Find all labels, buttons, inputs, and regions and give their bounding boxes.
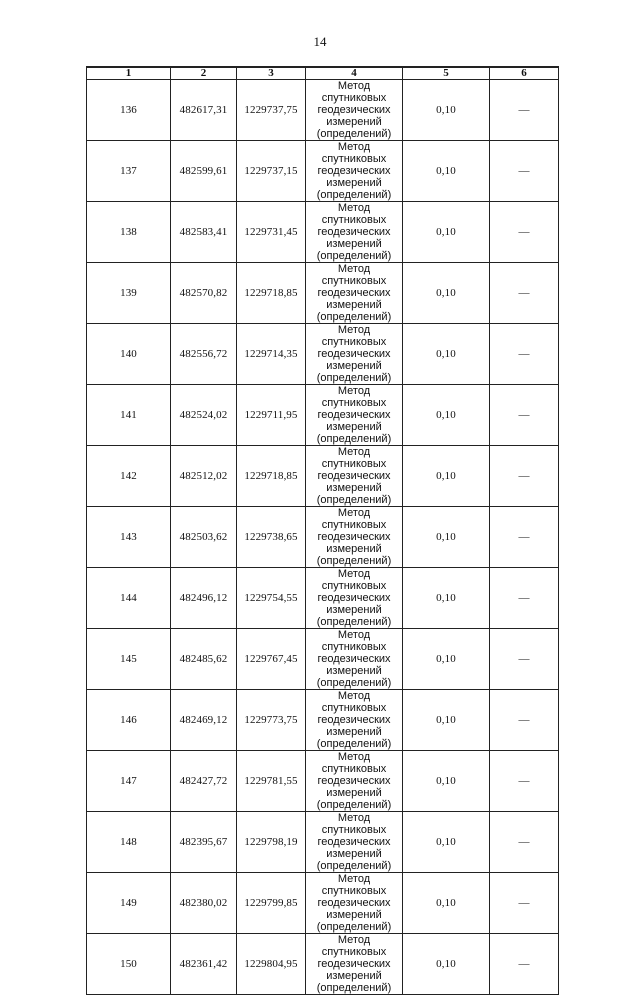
description-cell: —: [490, 812, 559, 873]
accuracy-cell: 0,10: [403, 263, 490, 324]
column-header: 4: [306, 67, 403, 80]
method-line: (определений): [316, 555, 392, 567]
y-coordinate-cell: 1229737,75: [237, 80, 306, 141]
accuracy-cell: 0,10: [403, 751, 490, 812]
description-cell: —: [490, 202, 559, 263]
x-coordinate-cell: 482524,02: [171, 385, 237, 446]
x-coordinate-cell: 482427,72: [171, 751, 237, 812]
method-cell: [306, 385, 403, 446]
accuracy-cell: 0,10: [403, 812, 490, 873]
y-coordinate-cell: 1229804,95: [237, 934, 306, 995]
method-line: измерений: [326, 177, 382, 189]
coordinates-table: [86, 66, 559, 995]
x-coordinate-cell: 482570,82: [171, 263, 237, 324]
y-coordinate-cell: 1229737,15: [237, 141, 306, 202]
table-header-row: [87, 67, 559, 80]
x-coordinate-cell: 482556,72: [171, 324, 237, 385]
table-row: [87, 446, 559, 507]
method-cell: [306, 324, 403, 385]
table-row: [87, 934, 559, 995]
method-cell: [306, 690, 403, 751]
method-line: (определений): [316, 738, 392, 750]
description-cell: —: [490, 873, 559, 934]
method-line: геодезических: [317, 348, 391, 360]
description-cell: —: [490, 507, 559, 568]
method-line: геодезических: [317, 958, 391, 970]
method-line: геодезических: [317, 836, 391, 848]
method-cell: [306, 751, 403, 812]
method-line: измерений: [326, 238, 382, 250]
accuracy-cell: 0,10: [403, 873, 490, 934]
method-line: измерений: [326, 482, 382, 494]
method-line: Метод спутниковых: [321, 812, 387, 836]
method-line: геодезических: [317, 104, 391, 116]
method-cell: [306, 873, 403, 934]
accuracy-cell: 0,10: [403, 934, 490, 995]
method-line: Метод спутниковых: [321, 202, 387, 226]
method-line: Метод спутниковых: [321, 446, 387, 470]
method-line: Метод спутниковых: [321, 751, 387, 775]
column-header: 1: [87, 67, 171, 80]
table-row: [87, 507, 559, 568]
table-row: [87, 385, 559, 446]
method-line: (определений): [316, 921, 392, 933]
point-number-cell: 144: [87, 568, 171, 629]
point-number-cell: 139: [87, 263, 171, 324]
description-cell: —: [490, 568, 559, 629]
method-line: (определений): [316, 372, 392, 384]
description-cell: —: [490, 80, 559, 141]
table-row: [87, 629, 559, 690]
method-cell: [306, 568, 403, 629]
method-line: (определений): [316, 433, 392, 445]
point-number-cell: 143: [87, 507, 171, 568]
y-coordinate-cell: 1229714,35: [237, 324, 306, 385]
column-header: 5: [403, 67, 490, 80]
method-line: геодезических: [317, 226, 391, 238]
method-line: (определений): [316, 250, 392, 262]
method-cell: [306, 507, 403, 568]
point-number-cell: 147: [87, 751, 171, 812]
method-line: геодезических: [317, 470, 391, 482]
method-line: Метод спутниковых: [321, 690, 387, 714]
accuracy-cell: 0,10: [403, 690, 490, 751]
method-line: (определений): [316, 677, 392, 689]
x-coordinate-cell: 482583,41: [171, 202, 237, 263]
point-number-cell: 145: [87, 629, 171, 690]
description-cell: —: [490, 751, 559, 812]
y-coordinate-cell: 1229773,75: [237, 690, 306, 751]
method-line: геодезических: [317, 775, 391, 787]
method-line: Метод спутниковых: [321, 80, 387, 104]
method-line: (определений): [316, 799, 392, 811]
method-cell: [306, 446, 403, 507]
x-coordinate-cell: 482512,02: [171, 446, 237, 507]
method-line: геодезических: [317, 897, 391, 909]
method-line: измерений: [326, 299, 382, 311]
point-number-cell: 146: [87, 690, 171, 751]
accuracy-cell: 0,10: [403, 324, 490, 385]
point-number-cell: 141: [87, 385, 171, 446]
method-line: Метод спутниковых: [321, 934, 387, 958]
y-coordinate-cell: 1229798,19: [237, 812, 306, 873]
x-coordinate-cell: 482380,02: [171, 873, 237, 934]
method-cell: [306, 202, 403, 263]
method-line: (определений): [316, 189, 392, 201]
method-line: Метод спутниковых: [321, 141, 387, 165]
method-line: Метод спутниковых: [321, 385, 387, 409]
description-cell: —: [490, 324, 559, 385]
method-line: (определений): [316, 616, 392, 628]
method-line: измерений: [326, 848, 382, 860]
method-line: измерений: [326, 543, 382, 555]
accuracy-cell: 0,10: [403, 568, 490, 629]
y-coordinate-cell: 1229799,85: [237, 873, 306, 934]
method-line: измерений: [326, 665, 382, 677]
method-line: измерений: [326, 787, 382, 799]
method-line: (определений): [316, 494, 392, 506]
method-line: геодезических: [317, 531, 391, 543]
method-line: Метод спутниковых: [321, 873, 387, 897]
column-header: 6: [490, 67, 559, 80]
method-line: измерений: [326, 421, 382, 433]
table-row: [87, 812, 559, 873]
point-number-cell: 150: [87, 934, 171, 995]
table-row: [87, 690, 559, 751]
point-number-cell: 148: [87, 812, 171, 873]
description-cell: —: [490, 690, 559, 751]
x-coordinate-cell: 482617,31: [171, 80, 237, 141]
point-number-cell: 142: [87, 446, 171, 507]
table-row: [87, 263, 559, 324]
method-line: Метод спутниковых: [321, 507, 387, 531]
table-row: [87, 141, 559, 202]
method-line: Метод спутниковых: [321, 629, 387, 653]
x-coordinate-cell: 482599,61: [171, 141, 237, 202]
table-row: [87, 568, 559, 629]
y-coordinate-cell: 1229781,55: [237, 751, 306, 812]
y-coordinate-cell: 1229718,85: [237, 263, 306, 324]
method-line: геодезических: [317, 653, 391, 665]
method-line: измерений: [326, 909, 382, 921]
method-cell: [306, 629, 403, 690]
method-line: геодезических: [317, 592, 391, 604]
accuracy-cell: 0,10: [403, 446, 490, 507]
accuracy-cell: 0,10: [403, 141, 490, 202]
method-line: измерений: [326, 360, 382, 372]
table-row: [87, 80, 559, 141]
method-line: измерений: [326, 116, 382, 128]
column-header: 2: [171, 67, 237, 80]
method-line: (определений): [316, 311, 392, 323]
accuracy-cell: 0,10: [403, 507, 490, 568]
description-cell: —: [490, 934, 559, 995]
y-coordinate-cell: 1229731,45: [237, 202, 306, 263]
x-coordinate-cell: 482485,62: [171, 629, 237, 690]
x-coordinate-cell: 482496,12: [171, 568, 237, 629]
table-body: [87, 80, 559, 995]
accuracy-cell: 0,10: [403, 385, 490, 446]
x-coordinate-cell: 482361,42: [171, 934, 237, 995]
method-cell: [306, 812, 403, 873]
description-cell: —: [490, 629, 559, 690]
table-row: [87, 324, 559, 385]
point-number-cell: 149: [87, 873, 171, 934]
x-coordinate-cell: 482395,67: [171, 812, 237, 873]
method-line: измерений: [326, 726, 382, 738]
description-cell: —: [490, 446, 559, 507]
point-number-cell: 140: [87, 324, 171, 385]
x-coordinate-cell: 482469,12: [171, 690, 237, 751]
table-row: [87, 202, 559, 263]
method-line: геодезических: [317, 287, 391, 299]
table-row: [87, 751, 559, 812]
description-cell: —: [490, 141, 559, 202]
page-number: 14: [313, 34, 327, 49]
method-line: измерений: [326, 604, 382, 616]
accuracy-cell: 0,10: [403, 80, 490, 141]
y-coordinate-cell: 1229754,55: [237, 568, 306, 629]
y-coordinate-cell: 1229767,45: [237, 629, 306, 690]
point-number-cell: 137: [87, 141, 171, 202]
accuracy-cell: 0,10: [403, 629, 490, 690]
point-number-cell: 138: [87, 202, 171, 263]
description-cell: —: [490, 263, 559, 324]
point-number-cell: 136: [87, 80, 171, 141]
method-line: Метод спутниковых: [321, 324, 387, 348]
description-cell: —: [490, 385, 559, 446]
column-header: 3: [237, 67, 306, 80]
method-line: (определений): [316, 860, 392, 872]
method-line: геодезических: [317, 714, 391, 726]
method-cell: [306, 934, 403, 995]
method-cell: [306, 263, 403, 324]
x-coordinate-cell: 482503,62: [171, 507, 237, 568]
method-line: Метод спутниковых: [321, 263, 387, 287]
table-row: [87, 873, 559, 934]
y-coordinate-cell: 1229718,85: [237, 446, 306, 507]
accuracy-cell: 0,10: [403, 202, 490, 263]
method-line: (определений): [316, 982, 392, 994]
method-line: (определений): [316, 128, 392, 140]
method-cell: [306, 80, 403, 141]
method-line: геодезических: [317, 409, 391, 421]
method-cell: [306, 141, 403, 202]
method-line: Метод спутниковых: [321, 568, 387, 592]
method-line: геодезических: [317, 165, 391, 177]
method-line: измерений: [326, 970, 382, 982]
y-coordinate-cell: 1229738,65: [237, 507, 306, 568]
y-coordinate-cell: 1229711,95: [237, 385, 306, 446]
